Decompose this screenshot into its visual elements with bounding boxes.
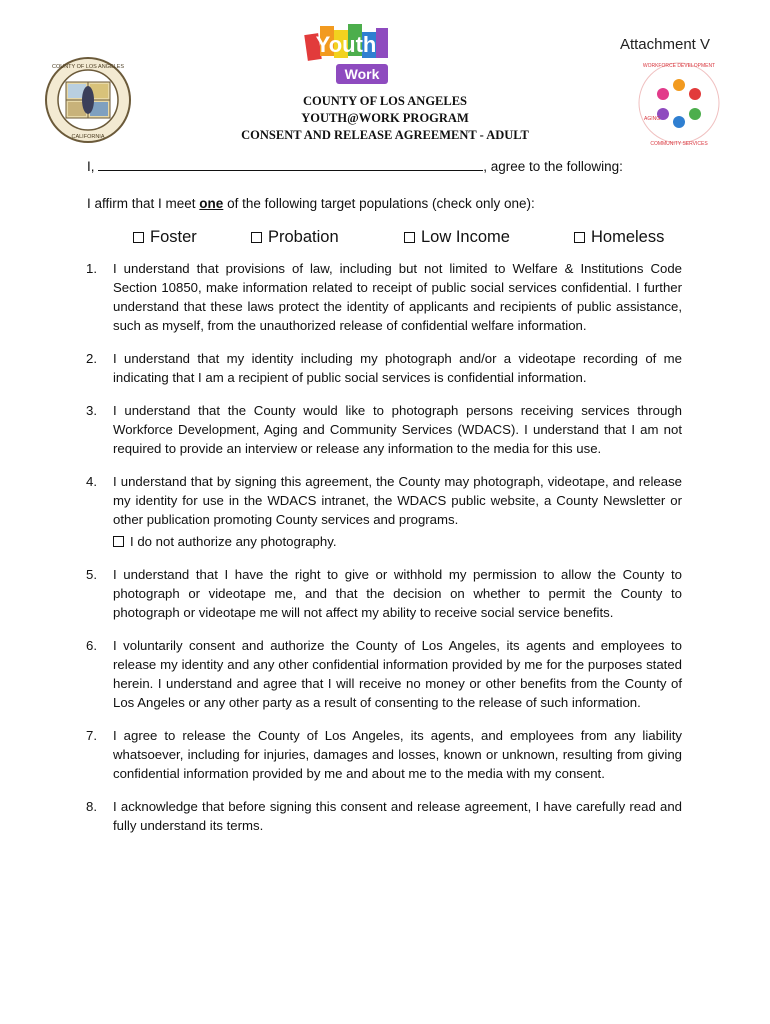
agreement-list <box>86 259 682 849</box>
option-low-income-label: Low Income <box>421 228 510 246</box>
youth-at-work-logo <box>300 12 392 92</box>
wdacs-community-text: COMMUNITY SERVICES <box>650 141 708 147</box>
list-item <box>86 401 682 458</box>
list-item-text: I understand that the County would like to photograph persons receiving services through Workforce Development, Aging and Community Services (WDACS). I understand that I am not required to provide an interview or release any information to the media for this use. <box>113 403 682 456</box>
list-item-text: I understand that by signing this agreement, the County may photograph, videotape, and release my identity for use in the WDACS intranet, the WDACS public website, a County Newsletter or other publication promoting County services and programs. <box>113 474 682 527</box>
document-header <box>0 93 770 144</box>
name-blank-field[interactable] <box>98 158 483 171</box>
list-item <box>86 472 682 551</box>
list-item <box>86 259 682 335</box>
list-item-text: I understand that my identity including my photograph and/or a videotape recording of me indicating that I am a recipient of public social services is confidential information. <box>113 351 682 385</box>
option-probation[interactable] <box>251 228 339 247</box>
list-item <box>86 797 682 835</box>
list-item-text: I agree to release the County of Los Angeles, its agents, and employees from any liability whatsoever, including for injuries, damages and losses, known or unknown, resulting from giving confidential information provided by me and about me to the media with my consent. <box>113 728 682 781</box>
list-item-number: 4. <box>86 474 97 489</box>
list-item-text: I voluntarily consent and authorize the County of Los Angeles, its agents and employees to release my identity and any other confidential information provided by me for the purposes stated herein. I understand and agree that I will receive no money or other benefits from the County of Los Angeles or any other party as a result of consenting to the release of such information. <box>113 638 682 710</box>
seal-bottom-text: CALIFORNIA <box>71 134 105 140</box>
option-homeless-label: Homeless <box>591 228 665 246</box>
list-item-number: 3. <box>86 403 97 418</box>
list-item-text: I understand that I have the right to give or withhold my permission to allow the County to photograph or videotape me, and that the decision on whether to permit the County to photograph or videotape me will not affect my ability to receive social service benefits. <box>113 567 682 620</box>
list-item-text: I understand that provisions of law, including but not limited to Welfare & Institutions Code Section 10850, make information related to receipt of public social services confidential. I further understand that these laws protect the identity of applicants and recipients of public assistance, such as myself, from the unauthorized release of confidential welfare information. <box>113 261 682 333</box>
header-line-program: YOUTH@WORK PROGRAM <box>301 111 469 125</box>
affirm-after: of the following target populations (check only one): <box>223 196 535 211</box>
list-item-number: 1. <box>86 261 97 276</box>
intro-prefix: I, <box>87 159 95 174</box>
header-line-title: CONSENT AND RELEASE AGREEMENT - ADULT <box>241 128 529 142</box>
affirm-emphasis: one <box>199 196 224 211</box>
attachment-label: Attachment V <box>619 36 710 53</box>
list-item <box>86 349 682 387</box>
list-item-body <box>113 472 682 551</box>
list-item-text: I acknowledge that before signing this consent and release agreement, I have carefully read and fully understand its terms. <box>113 799 682 833</box>
option-low-income[interactable] <box>404 228 510 247</box>
list-item <box>86 636 682 712</box>
list-item-number: 2. <box>86 351 97 366</box>
option-probation-label: Probation <box>268 228 339 246</box>
intro-line <box>87 158 623 174</box>
work-logo-text: Work <box>344 66 380 82</box>
photo-opt-out-option[interactable] <box>113 532 682 551</box>
list-item <box>86 565 682 622</box>
wdacs-aging-text: AGING <box>644 116 661 122</box>
checkbox-homeless[interactable] <box>574 232 585 243</box>
youth-logo-text: Youth <box>315 32 377 57</box>
option-foster[interactable] <box>133 228 197 247</box>
option-homeless[interactable] <box>574 228 664 247</box>
option-foster-label: Foster <box>150 228 197 246</box>
list-item-number: 5. <box>86 567 97 582</box>
photo-opt-out-label: I do not authorize any photography. <box>130 534 337 549</box>
list-item-number: 7. <box>86 728 97 743</box>
wdacs-arc-text: WORKFORCE DEVELOPMENT <box>642 63 716 69</box>
checkbox-probation[interactable] <box>251 232 262 243</box>
list-item <box>86 726 682 783</box>
affirm-before: I affirm that I meet <box>87 196 200 211</box>
header-line-county: COUNTY OF LOS ANGELES <box>302 94 468 108</box>
list-item-number: 6. <box>86 638 97 653</box>
checkbox-photo-opt-out[interactable] <box>113 536 124 547</box>
checkbox-foster[interactable] <box>133 232 144 243</box>
affirm-line <box>87 196 535 211</box>
checkbox-low-income[interactable] <box>404 232 415 243</box>
list-item-number: 8. <box>86 799 97 814</box>
intro-suffix: , agree to the following: <box>483 159 623 174</box>
seal-top-text: COUNTY OF LOS ANGELES <box>51 64 125 70</box>
